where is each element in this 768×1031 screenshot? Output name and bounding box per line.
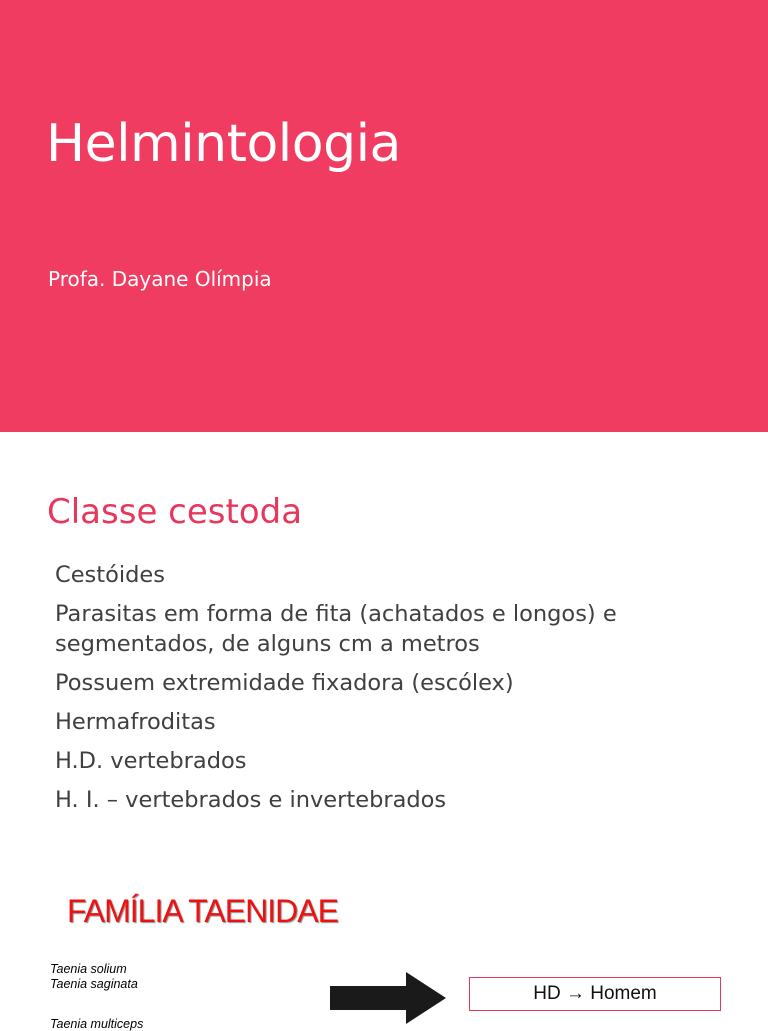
bullet-item: H.D. vertebrados (55, 748, 247, 774)
species-item-partial: Taenia multiceps (50, 1017, 144, 1031)
species-item: Taenia saginata (50, 977, 138, 991)
slide-classe-cestoda (0, 432, 768, 1031)
family-title: FAMÍLIA TAENIDAE (67, 893, 338, 929)
slide-title (0, 0, 768, 432)
bullet-item: H. I. – vertebrados e invertebrados (55, 787, 447, 813)
species-item: Taenia solium (50, 962, 127, 976)
species-list (50, 962, 138, 992)
bullet-item: Cestóides (55, 562, 165, 588)
bullet-item: Parasitas em forma de fita (achatados e longos) e segmentados, de alguns cm a metros (55, 601, 617, 657)
slide-title-text: Helmintologia (46, 114, 401, 174)
section-heading: Classe cestoda (47, 492, 303, 532)
right-arrow-icon (330, 972, 448, 1024)
bullet-list (55, 560, 755, 824)
hd-box: HD → Homem (469, 977, 721, 1011)
bullet-item: Possuem extremidade fixadora (escólex) (55, 670, 514, 696)
slide-subtitle-text: Profa. Dayane Olímpia (48, 267, 272, 291)
bullet-item: Hermafroditas (55, 709, 216, 735)
